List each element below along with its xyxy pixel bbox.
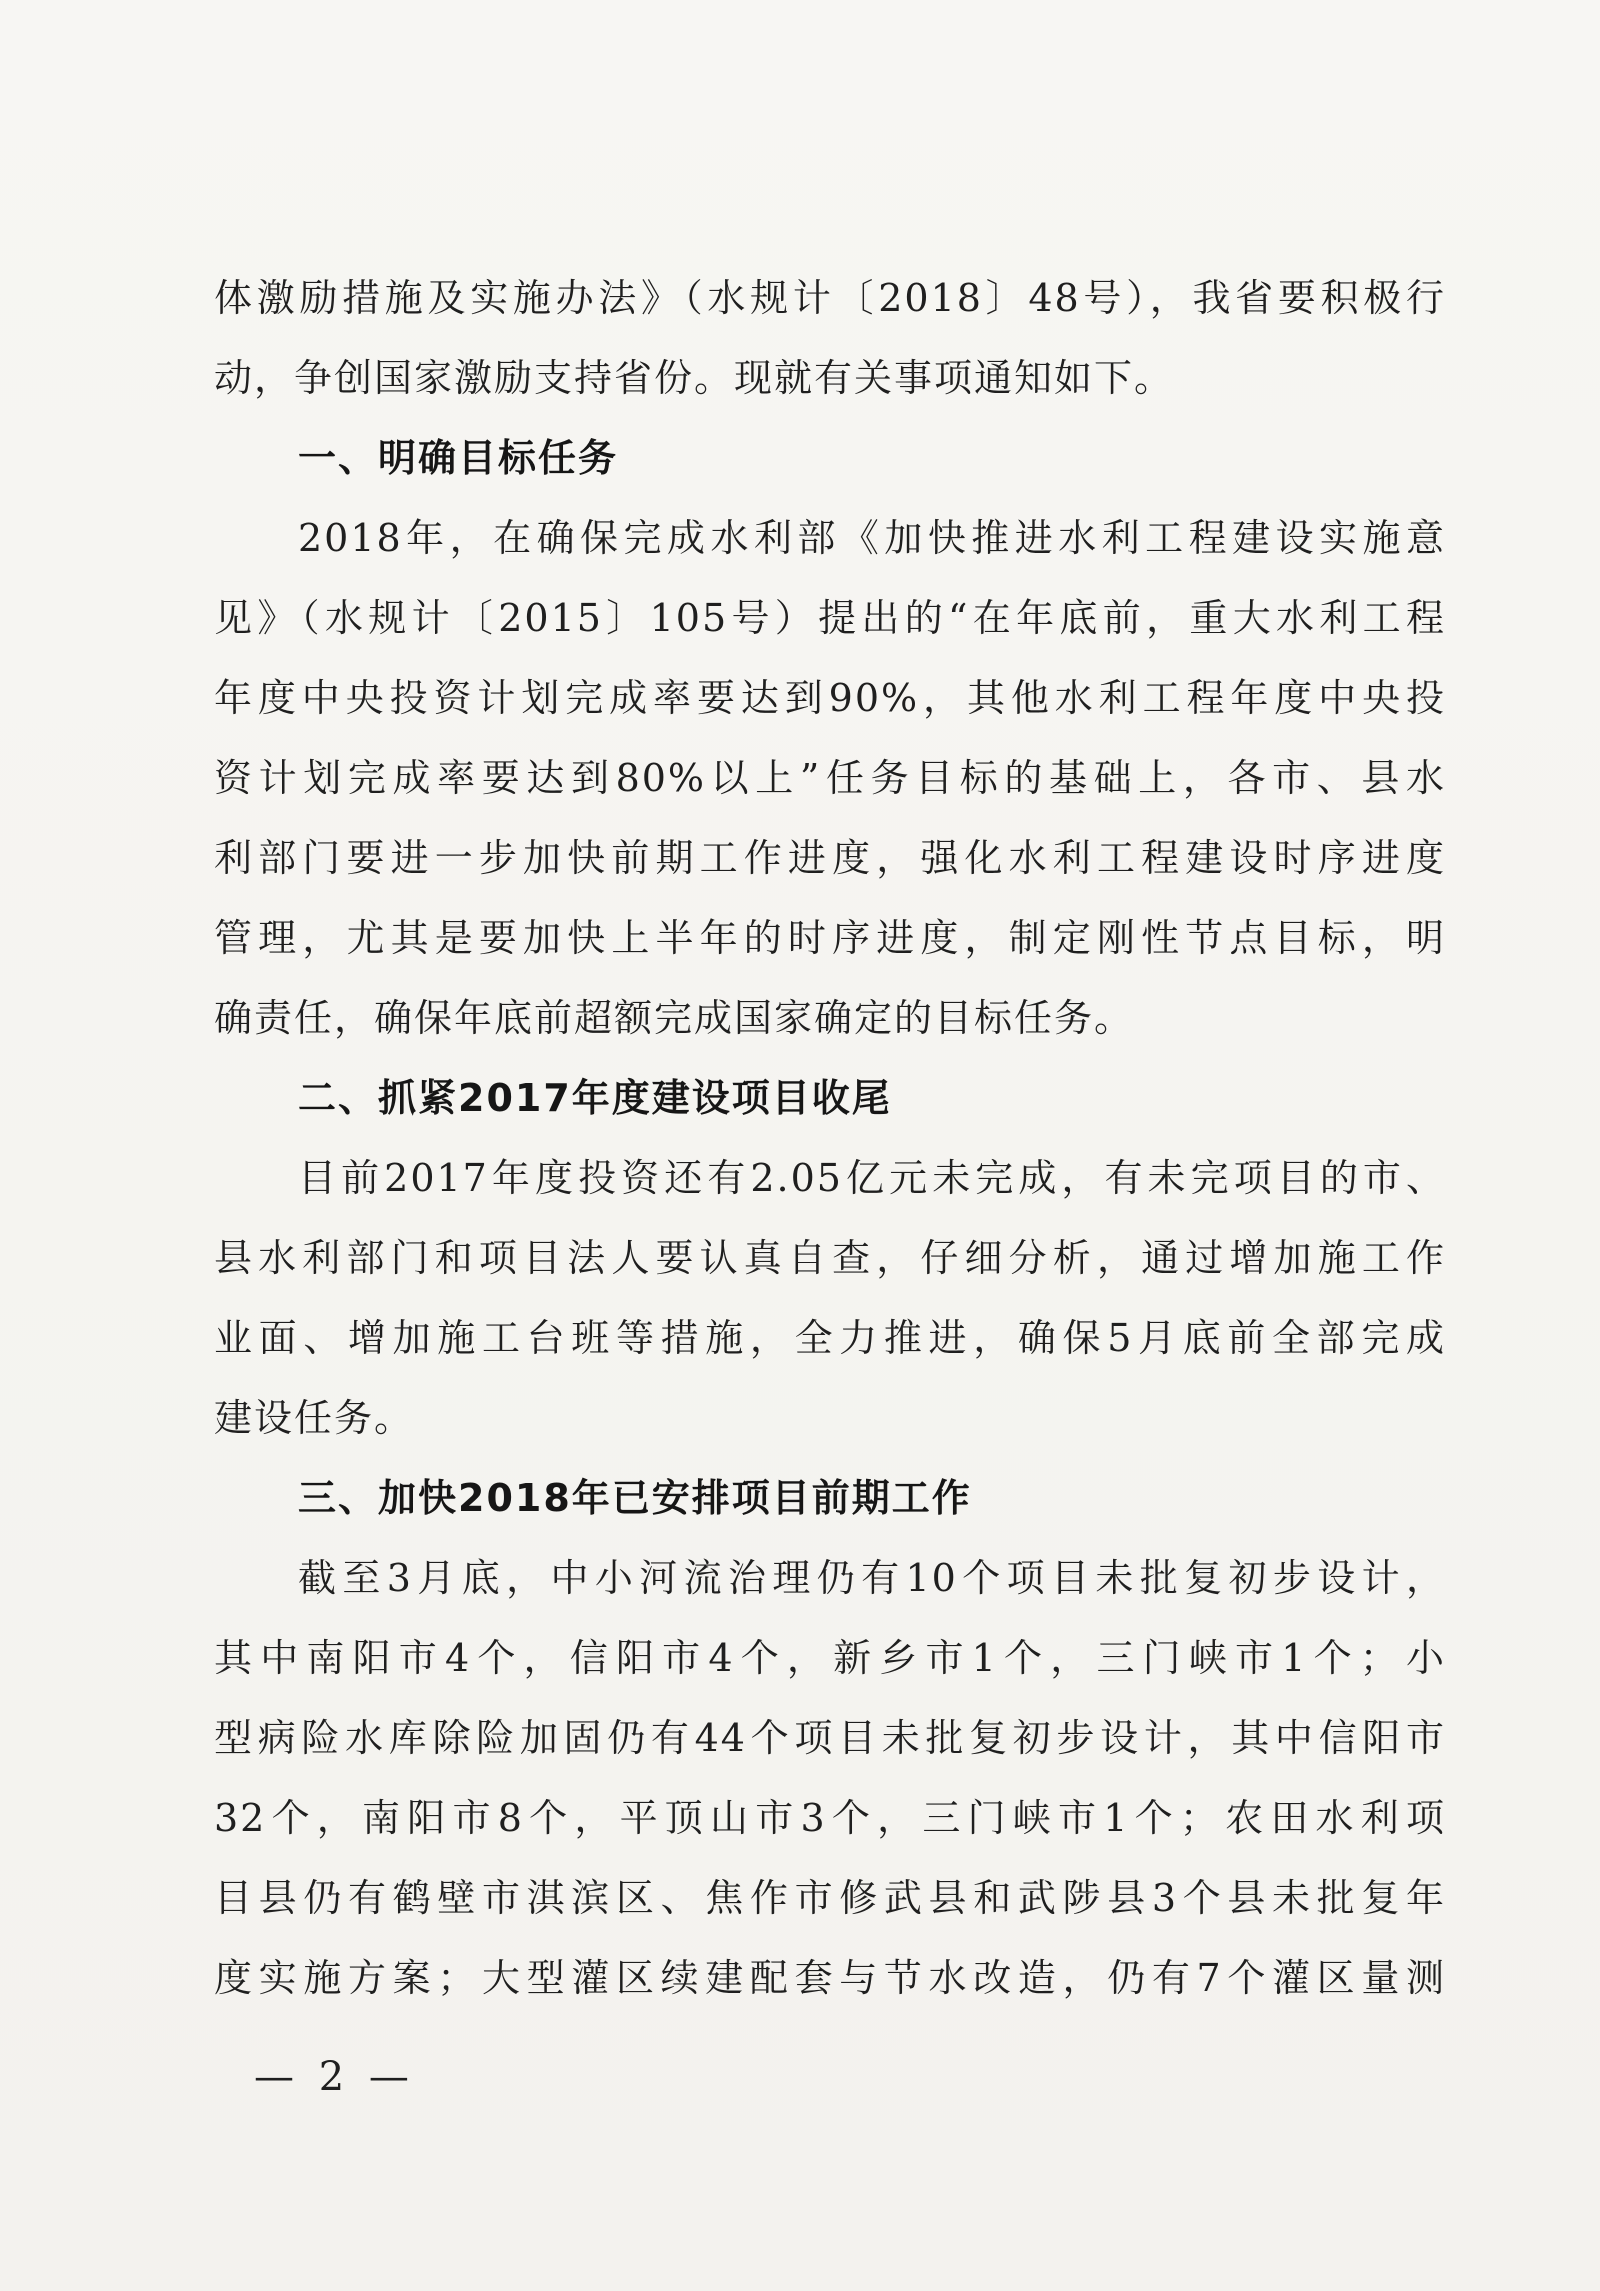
document-body [214, 258, 1446, 2018]
body-line: 体激励措施及实施办法》（水规计〔2018〕48号），我省要积极行 [214, 276, 1446, 320]
body-line: 其中南阳市4个，信阳市4个，新乡市1个，三门峡市1个；小 [214, 1636, 1446, 1680]
body-line: 度实施方案；大型灌区续建配套与节水改造，仍有7个灌区量测 [214, 1956, 1446, 2000]
body-line: 建设任务。 [214, 1396, 415, 1440]
body-line: 资计划完成率要达到80%以上”任务目标的基础上，各市、县水 [214, 756, 1446, 800]
section-heading-3: 三、加快2018年已安排项目前期工作 [298, 1476, 972, 1520]
body-line: 2018年，在确保完成水利部《加快推进水利工程建设实施意 [298, 516, 1446, 560]
body-line: 动，争创国家激励支持省份。现就有关事项通知如下。 [214, 356, 1175, 400]
body-line: 县水利部门和项目法人要认真自查，仔细分析，通过增加施工作 [214, 1236, 1446, 1280]
body-line: 目前2017年度投资还有2.05亿元未完成，有未完项目的市、 [298, 1156, 1446, 1200]
body-line: 目县仍有鹤壁市淇滨区、焦作市修武县和武陟县3个县未批复年 [214, 1876, 1446, 1920]
section-heading-2: 二、抓紧2017年度建设项目收尾 [298, 1076, 892, 1120]
page-number: — 2 — [254, 2054, 415, 2100]
body-line: 年度中央投资计划完成率要达到90%，其他水利工程年度中央投 [214, 676, 1446, 720]
body-line: 利部门要进一步加快前期工作进度，强化水利工程建设时序进度 [214, 836, 1446, 880]
body-line: 型病险水库除险加固仍有44个项目未批复初步设计，其中信阳市 [214, 1716, 1446, 1760]
body-line: 管理，尤其是要加快上半年的时序进度，制定刚性节点目标，明 [214, 916, 1446, 960]
section-heading-1: 一、明确目标任务 [298, 436, 619, 480]
body-line: 见》（水规计〔2015〕105号）提出的“在年底前，重大水利工程 [214, 596, 1446, 640]
body-line: 业面、增加施工台班等措施，全力推进，确保5月底前全部完成 [214, 1316, 1446, 1360]
body-line: 截至3月底，中小河流治理仍有10个项目未批复初步设计， [298, 1556, 1446, 1600]
body-line: 确责任，确保年底前超额完成国家确定的目标任务。 [214, 996, 1135, 1040]
body-line: 32个，南阳市8个，平顶山市3个，三门峡市1个；农田水利项 [214, 1796, 1446, 1840]
